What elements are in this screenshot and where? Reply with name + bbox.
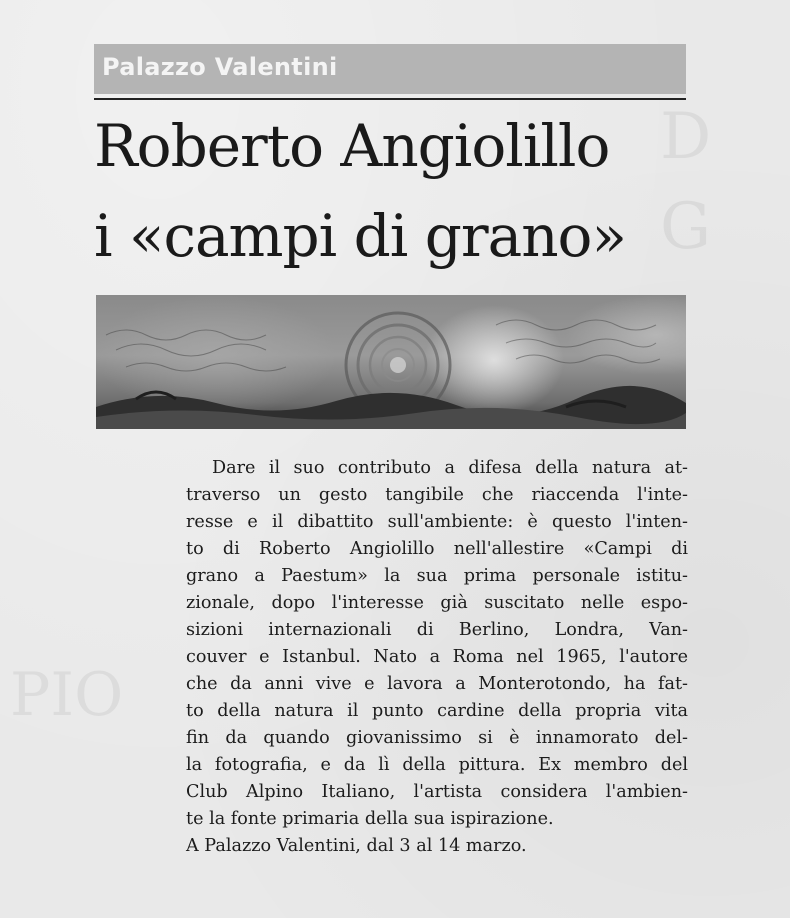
headline-line-2: i «campi di grano» [94, 202, 626, 270]
article-line: Club Alpino Italiano, l'artista considera l'ambien- [186, 782, 688, 802]
section-rule-divider [94, 98, 686, 100]
painting-artwork-graphic [96, 295, 686, 429]
article-line: A Palazzo Valentini, dal 3 al 14 marzo. [186, 836, 527, 856]
article-line: grano a Paestum» la sua prima personale istitu- [186, 566, 688, 586]
bleed-through-text: PIO [10, 660, 124, 730]
article-line: to della natura il punto cardine della propria vita [186, 701, 688, 721]
bleed-through-text: D [660, 100, 712, 174]
article-line: te la fonte primaria della sua ispirazione. [186, 809, 554, 829]
article-line: che da anni vive e lavora a Monterotondo, ha fat- [186, 674, 688, 694]
article-line: resse e il dibattito sull'ambiente: è questo l'inten- [186, 512, 688, 532]
article-line: Dare il suo contributo a difesa della natura at- [212, 458, 688, 478]
article-line: fin da quando giovanissimo si è innamorato del- [186, 728, 688, 748]
article-line: la fotografia, e da lì della pittura. Ex membro del [186, 755, 688, 775]
article-body [186, 455, 688, 860]
article-line: sizioni internazionali di Berlino, Londra, Van- [186, 620, 688, 640]
article-line: traverso un gesto tangibile che riaccenda l'inte- [186, 485, 688, 505]
article-line: couver e Istanbul. Nato a Roma nel 1965, l'autore [186, 647, 688, 667]
bleed-through-text: G [660, 190, 712, 264]
article-line: zionale, dopo l'interesse già suscitato nelle espo- [186, 593, 688, 613]
section-header-bar [94, 44, 686, 94]
headline-line-1: Roberto Angiolillo [94, 112, 610, 180]
section-label: Palazzo Valentini [102, 53, 338, 81]
article-line: to di Roberto Angiolillo nell'allestire «Campi di [186, 539, 688, 559]
painting-sun-fields-image [96, 295, 686, 429]
